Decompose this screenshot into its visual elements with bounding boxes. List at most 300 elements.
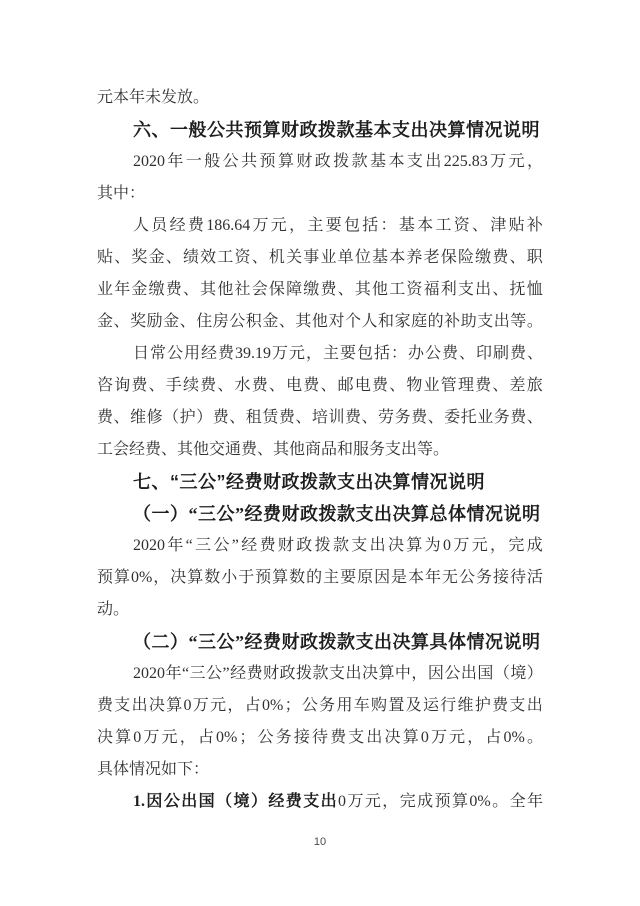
text-token: 0% [261,697,284,714]
text-token: 年 [167,153,184,170]
text-line [97,754,543,786]
text-token: 本 [388,153,405,170]
text-token: 金 [97,313,114,330]
text-token: ” [222,665,230,682]
text-token: 出 [475,281,492,298]
text-token: 、 [337,281,354,298]
text-token: 算 [166,697,183,714]
text-token: 业 [477,409,494,426]
text-token: 公 [206,665,223,682]
text-token: 主 [323,569,340,586]
text-token: 。 [492,793,509,810]
text-token: 国 [198,793,215,810]
text-token: 人 [133,217,150,234]
text-token: 0 [443,537,452,554]
text-token: 万 [453,537,470,554]
text-token: 政 [314,153,331,170]
text-token: ， [179,729,196,746]
text-token: 利 [440,281,457,298]
text-token: 支 [406,153,423,170]
text-token: 政 [296,537,313,554]
text-token: 因 [146,793,163,810]
text-token: 金 [148,249,165,266]
text-token: 年 [114,281,131,298]
text-token: 抚 [509,281,526,298]
text-token: 、 [278,313,295,330]
text-token: 0 [133,729,142,746]
text-token: 护 [474,697,491,714]
text-token: 万 [252,217,269,234]
text-token: 主 [322,345,339,362]
text-token: 员 [151,217,168,234]
text-token: 务 [319,697,336,714]
text-token: 老 [423,249,440,266]
text-token: 物 [406,377,423,394]
text-token: 及 [405,697,422,714]
page-number: 10 [313,836,327,848]
text-token: 因 [427,665,444,682]
text-token: 公 [222,153,239,170]
text-line [97,722,543,754]
text-token: 出 [181,793,198,810]
text-token: 费 [251,377,268,394]
text-token: ） [526,665,543,682]
text-token: 金 [262,313,279,330]
text-token: 单 [337,249,354,266]
text-token: 奖 [131,249,148,266]
text-token: 支 [303,793,320,810]
text-token: 出 [526,697,543,714]
text-token: 津 [490,217,507,234]
text-segment: 六、一般公共预算财政拨款基本支出决算情况说明 [133,120,540,140]
text-token: “ [185,537,193,554]
text-token: 元 [288,345,305,362]
text-token: 元 [161,729,178,746]
text-token: 包 [343,217,360,234]
text-token: 占 [197,729,214,746]
text-token: 年 [526,793,543,810]
text-token: 一 [185,153,202,170]
text-token: 。 [526,729,543,746]
text-token: 缴 [148,281,165,298]
text-token: 2020 [133,665,165,682]
text-token: 效 [200,249,217,266]
text-token: 的 [306,569,323,586]
text-token: 、 [509,249,526,266]
text-token: 、 [526,409,543,426]
text-token: 元 [508,153,525,170]
text-token: 经 [201,345,218,362]
text-token: 预 [259,153,276,170]
text-line [97,498,543,530]
text-token: 费 [344,409,361,426]
text-token: 公 [229,313,246,330]
text-token: 社 [234,281,251,298]
text-token: 、 [217,377,234,394]
text-token: 公 [167,345,184,362]
text-token: 印 [475,345,492,362]
text-token: 算 [113,569,130,586]
text-token: 算 [378,665,395,682]
text-token: 刷 [492,345,509,362]
text-token: 成 [417,793,434,810]
text-token: 成 [526,537,543,554]
text-token: 差 [509,377,526,394]
text-token: 费 [475,377,492,394]
text-token: ， [526,153,543,170]
text-token: 工 [217,249,234,266]
text-token: 、 [361,409,378,426]
text-token: 水 [234,377,251,394]
text-token: 他 [311,313,328,330]
text-token: 决 [361,665,378,682]
text-token: （ [493,665,510,682]
text-token: 费 [303,377,320,394]
text-token: 决 [97,729,114,746]
text-token: 于 [238,569,255,586]
text-token: 财 [263,665,280,682]
text-token: 助 [460,313,477,330]
text-token: 预 [434,793,451,810]
text-token: 出 [131,697,148,714]
text-token: 完 [508,537,525,554]
text-token: 绩 [182,249,199,266]
text-token: 的 [427,313,444,330]
text-token: 2020 [133,537,165,554]
text-token: 奖 [130,313,147,330]
text-token: 关 [286,249,303,266]
text-token: 2020 [133,153,165,170]
text-token: 经 [241,537,258,554]
text-token: 支 [114,697,131,714]
text-line [97,402,543,434]
text-token: 政 [279,665,296,682]
text-token: 出 [345,665,362,682]
text-token: 运 [422,697,439,714]
text-line [97,658,543,690]
text-token: 元 [471,537,488,554]
text-token: 本 [408,569,425,586]
text-token: 贴 [97,249,114,266]
text-segment: 具体情况如下： [97,761,210,778]
text-token: 金 [163,313,180,330]
text-line [97,690,543,722]
text-segment: 七、“三公”经费财政拨款支出决算情况说明 [133,472,485,492]
text-token: 元 [270,217,287,234]
text-token: 费 [411,409,428,426]
text-token: 修 [146,409,163,426]
text-token: 机 [268,249,285,266]
text-token: 是 [391,569,408,586]
text-token: 、 [113,409,130,426]
text-token: ； [284,697,301,714]
text-token: 。 [526,313,543,330]
text-token: 和 [378,313,395,330]
text-token: 、 [179,313,196,330]
text-token: （ [163,409,180,426]
text-token: 庭 [411,313,428,330]
text-token: 电 [354,377,371,394]
text-token: 行 [440,697,457,714]
text-token: 养 [406,249,423,266]
text-token: 他 [372,281,389,298]
text-token: 、 [113,313,130,330]
text-token: 万 [192,697,209,714]
text-token: 费 [259,537,276,554]
text-token: 0 [338,793,347,810]
text-token: 万 [430,729,447,746]
text-token: 费 [509,345,526,362]
text-token: 元 [210,697,227,714]
text-token: 护 [179,409,196,426]
text-token: 费 [212,409,229,426]
text-token: 缴 [303,281,320,298]
text-token: 公 [458,569,475,586]
text-token: ， [305,345,322,362]
text-line [97,370,543,402]
text-token: 事 [303,249,320,266]
text-token: 常 [150,345,167,362]
text-token: ， [467,729,484,746]
text-token: 接 [492,569,509,586]
text-line [97,530,543,562]
text-token: 费 [97,409,114,426]
text-token: 费 [492,249,509,266]
text-token: 补 [444,313,461,330]
text-token: 支 [348,729,365,746]
text-token: 算 [451,793,468,810]
text-line [97,626,543,658]
text-token: （ [216,793,233,810]
text-token: 、 [492,377,509,394]
text-segment: 工会经费、其他交通费、其他商品和服务支出等。 [97,441,450,458]
text-token: 续 [182,377,199,394]
text-token: 、 [268,377,285,394]
text-token: 资 [234,249,251,266]
text-line [97,786,543,818]
text-token: 委 [444,409,461,426]
text-token: 障 [286,281,303,298]
text-token: 励 [146,313,163,330]
text-token: 算 [115,729,132,746]
text-token: 人 [361,313,378,330]
text-token: 基 [398,217,415,234]
text-token: 费 [330,729,347,746]
text-token: 、 [492,281,509,298]
text-token: 186.64 [206,217,251,234]
text-token: 职 [526,249,543,266]
text-token: 包 [356,345,373,362]
text-token: 公 [444,665,461,682]
text-token: 三 [195,537,212,554]
text-line [97,114,543,146]
text-segment: （一）“三公”经费财政拨款支出决算总体情况说明 [133,504,541,524]
text-token: ； [239,729,256,746]
text-token: 、 [458,345,475,362]
text-token: 公 [163,793,180,810]
text-token: 出 [460,665,477,682]
text-token: 活 [526,569,543,586]
text-token: 小 [221,569,238,586]
text-token: 接 [293,729,310,746]
text-token: 公 [257,729,274,746]
text-token: 其 [354,281,371,298]
text-line [97,274,543,306]
text-token: 算 [277,153,294,170]
text-token: 、 [295,409,312,426]
text-token: 支 [457,281,474,298]
text-token: 占 [485,729,502,746]
text-token: 理 [457,377,474,394]
text-token: 款 [332,537,349,554]
text-token: 公 [213,537,230,554]
text-token: 、 [148,377,165,394]
text-token: 费 [218,345,235,362]
text-token: 预 [255,569,272,586]
text-token: 赁 [262,409,279,426]
text-token: 询 [114,377,131,394]
text-token: 费 [278,409,295,426]
text-token: 拨 [314,537,331,554]
text-token: 拨 [296,665,313,682]
text-token: 出 [320,793,337,810]
text-token: 业 [423,377,440,394]
text-token: 个 [344,313,361,330]
text-token: 年 [167,537,184,554]
text-token: 数 [204,569,221,586]
text-token: 托 [460,409,477,426]
text-token: 预 [97,569,114,586]
text-token: 购 [371,697,388,714]
text-token: 三 [189,665,206,682]
text-token: ， [411,665,428,682]
text-line [97,338,543,370]
text-token: 业 [97,281,114,298]
text-token: 、 [427,409,444,426]
text-token: 要 [325,217,342,234]
text-token: 费 [200,377,217,394]
text-token: 其 [295,313,312,330]
text-token: 要 [339,345,356,362]
text-token: 国 [477,665,494,682]
text-token: 险 [457,249,474,266]
text-token: 元 [364,793,381,810]
text-token: 算 [187,569,204,586]
text-token: 支 [477,313,494,330]
text-token: 1. [133,793,145,810]
text-token: 0 [420,729,429,746]
text-token: 缴 [475,249,492,266]
text-token: 万 [490,153,507,170]
text-token: 费 [187,217,204,234]
text-token: ” [231,537,239,554]
text-token: ， [490,537,507,554]
text-token: 房 [212,313,229,330]
text-token: ） [196,409,213,426]
text-token: 元 [449,729,466,746]
text-token: 、 [182,281,199,298]
text-token: 境 [510,665,527,682]
text-token: 务 [493,409,510,426]
text-token: 培 [311,409,328,426]
text-token: 出 [425,153,442,170]
text-token: 住 [196,313,213,330]
text-token: 费 [320,281,337,298]
text-token: 管 [440,377,457,394]
text-token: 财 [296,153,313,170]
text-token: 年 [165,665,182,682]
text-token: 39.19 [235,345,271,362]
text-token: 用 [184,345,201,362]
text-token: 般 [204,153,221,170]
text-token: 用 [336,697,353,714]
text-line [97,242,543,274]
text-segment: 动。 [97,601,130,618]
text-token: 拨 [333,153,350,170]
text-token: 公 [301,697,318,714]
text-token: 费 [246,665,263,682]
text-token: 劳 [378,409,395,426]
text-token: 日 [133,345,150,362]
text-token: 共 [241,153,258,170]
text-segment: 其中： [97,185,146,202]
text-token: 算 [272,569,289,586]
text-token: 出 [493,313,510,330]
text-token: 务 [475,569,492,586]
text-token: 车 [353,697,370,714]
text-token: 办 [407,345,424,362]
text-segment: （二）“三公”经费财政拨款支出决算具体情况说明 [133,632,541,652]
text-token: 电 [286,377,303,394]
text-token: 数 [289,569,306,586]
text-line [97,306,543,338]
text-token: 务 [394,409,411,426]
text-line [97,466,543,498]
text-token: 务 [275,729,292,746]
text-token: 等 [510,313,527,330]
text-token: 贴 [508,217,525,234]
text-line [97,146,543,178]
text-token: 主 [307,217,324,234]
text-token: 保 [440,249,457,266]
text-token: 恤 [526,281,543,298]
text-token: 、 [251,249,268,266]
text-token: ， [289,217,306,234]
text-token: 工 [389,281,406,298]
text-token: 其 [200,281,217,298]
text-token: 0% [130,569,153,586]
text-token: 对 [328,313,345,330]
text-token: 经 [169,217,186,234]
text-token: 全 [509,793,526,810]
text-token: 无 [442,569,459,586]
text-token: 费 [372,377,389,394]
text-token: 款 [312,665,329,682]
text-token: 决 [387,537,404,554]
text-token: 因 [374,569,391,586]
text-token: 决 [148,697,165,714]
text-line [97,82,543,114]
text-token: 费 [165,281,182,298]
text-token: 费 [97,697,114,714]
text-token: ： [390,345,407,362]
text-token: 原 [357,569,374,586]
text-token: 旅 [526,377,543,394]
text-token: 决 [384,729,401,746]
text-token: 出 [366,729,383,746]
text-token: 决 [170,569,187,586]
text-token: 年 [425,569,442,586]
